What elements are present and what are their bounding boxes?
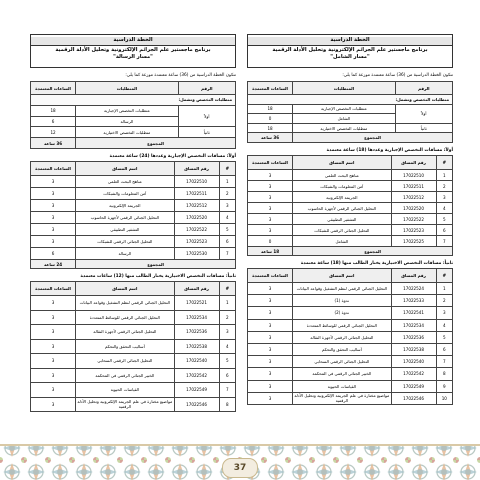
course-hours: 3 <box>248 331 293 343</box>
right-section-2-title: ثانياً: مساقات التخصص الاختيارية يختار الطالب منها (18) ساعة معتمدة <box>300 261 453 266</box>
table-total: 24 ساعة <box>31 260 76 269</box>
course-code: 17022546 <box>174 397 219 412</box>
table-row <box>248 295 453 307</box>
table-total-label: المجموع <box>293 247 453 256</box>
summary-hours: 18 <box>248 104 293 114</box>
header-hours: الساعات المعتمدة <box>31 162 76 176</box>
summary-hours: 6 <box>31 116 76 127</box>
header-requirements: المتطلبات <box>76 82 179 95</box>
course-code: 17022530 <box>174 248 219 260</box>
row-index: 6 <box>436 343 452 355</box>
course-code: 17022524 <box>391 283 436 295</box>
course-code: 17022534 <box>174 310 219 325</box>
summary-hours: 18 <box>31 105 76 116</box>
row-index: 5 <box>219 354 235 369</box>
table-row <box>248 368 453 380</box>
table-total: 18 ساعة <box>248 247 293 256</box>
course-code: 17022538 <box>174 339 219 354</box>
row-index: 8 <box>219 397 235 412</box>
table-total-label: المجموع <box>76 260 236 269</box>
row-index: 3 <box>219 200 235 212</box>
course-name: التحليل الجنائي الرقمي لأجهزة النقالة <box>293 331 391 343</box>
right-compulsory-table <box>247 155 453 256</box>
table-row <box>248 307 453 319</box>
row-index: 2 <box>219 310 235 325</box>
course-hours: 3 <box>248 203 293 214</box>
table-row <box>31 236 236 248</box>
course-hours: 3 <box>248 392 293 404</box>
row-index: 5 <box>436 331 452 343</box>
table-row <box>31 296 236 311</box>
course-hours: 0 <box>248 236 293 247</box>
header-course-name: اسم المساق <box>293 269 391 283</box>
course-name: الخبير الجنائي الرقمي في المحكمة <box>293 368 391 380</box>
course-code: 17022511 <box>391 181 436 192</box>
summary-name: متطلبات التخصص الاختيارية <box>76 127 179 138</box>
course-hours: 3 <box>31 368 76 383</box>
course-code: 17022541 <box>391 307 436 319</box>
table-row <box>31 354 236 369</box>
course-name: التحليل الجنائي الرقمي لأجهزة الحاسوب <box>76 212 174 224</box>
table-row <box>31 200 236 212</box>
table-row <box>248 392 453 404</box>
right-title-heading: الخطة الدراسية <box>248 37 452 46</box>
header-course-code: رقم المساق <box>174 162 219 176</box>
table-row <box>248 225 453 236</box>
left-intro: تتكون الخطة الدراسية من (36) ساعة معتمدة موزعة كما يلي: <box>125 73 236 78</box>
course-code: 17022512 <box>391 192 436 203</box>
course-name: ندوة (1) <box>293 295 391 307</box>
table-row <box>248 343 453 355</box>
header-course-name: اسم المساق <box>76 162 174 176</box>
course-name: التحليل الجنائي الرقمي لنظم التشغيل وقواعد البيانات <box>293 283 391 295</box>
course-hours: 3 <box>248 295 293 307</box>
table-row <box>248 236 453 247</box>
row-index: 3 <box>436 192 452 203</box>
header-hours: الساعات المعتمدة <box>248 82 293 95</box>
table-row <box>31 248 236 260</box>
summary-num: ثانياً <box>178 127 235 138</box>
course-code: 17022523 <box>391 225 436 236</box>
course-hours: 3 <box>248 343 293 355</box>
table-row <box>248 192 453 203</box>
course-hours: 3 <box>31 383 76 398</box>
row-index: 5 <box>436 214 452 225</box>
course-name: التحليل الجنائي الرقمي لأجهزة الحاسوب <box>293 203 391 214</box>
course-code: 17022538 <box>391 343 436 355</box>
row-index: 3 <box>436 307 452 319</box>
row-index: 1 <box>436 170 452 181</box>
header-course-code: رقم المساق <box>391 269 436 283</box>
summary-name: متطلبات التخصص الإجبارية <box>293 104 396 114</box>
course-name: أساليب التحقق والتحكم <box>293 343 391 355</box>
right-plan-column <box>247 34 453 405</box>
course-name: التحليل الجنائي الرقمي للوسائط المتعددة <box>293 319 391 331</box>
row-index: 4 <box>219 339 235 354</box>
course-name: الجريمة الإلكترونية <box>293 192 391 203</box>
course-hours: 3 <box>31 397 76 412</box>
table-row <box>31 397 236 412</box>
course-hours: 3 <box>248 283 293 295</box>
course-code: 17022521 <box>174 296 219 311</box>
right-intro: تتكون الخطة الدراسية من (36) ساعة معتمدة موزعة كما يلي: <box>342 73 453 78</box>
header-course-code: رقم المساق <box>174 282 219 296</box>
course-code: 17022549 <box>174 383 219 398</box>
course-code: 17022520 <box>391 203 436 214</box>
header-course-code: رقم المساق <box>391 156 436 170</box>
row-index: 1 <box>436 283 452 295</box>
course-name: ندوة (2) <box>293 307 391 319</box>
course-hours: 3 <box>248 170 293 181</box>
header-course-name: اسم المساق <box>293 156 391 170</box>
summary-total: 36 ساعة <box>31 138 76 149</box>
summary-num: أولاً <box>178 105 235 127</box>
summary-num: أولاً <box>395 104 452 123</box>
summary-total-label: المجموع <box>76 138 236 149</box>
summary-name: الرسالة <box>76 116 179 127</box>
row-index: 1 <box>219 176 235 188</box>
course-code: 17022536 <box>174 325 219 340</box>
course-hours: 3 <box>248 368 293 380</box>
course-code: 17022540 <box>174 354 219 369</box>
course-hours: 3 <box>248 214 293 225</box>
summary-name: متطلبات التخصص الإجبارية <box>76 105 179 116</box>
row-index: 3 <box>219 325 235 340</box>
course-code: 17022534 <box>391 319 436 331</box>
summary-hours: 0 <box>248 114 293 124</box>
table-row <box>31 176 236 188</box>
row-index: 9 <box>436 380 452 392</box>
row-index: 2 <box>219 188 235 200</box>
course-name: القياسات الحيوية <box>76 383 174 398</box>
row-index: 6 <box>219 368 235 383</box>
course-hours: 3 <box>31 296 76 311</box>
course-name: مناهج البحث العلمي <box>76 176 174 188</box>
course-code: 17022510 <box>391 170 436 181</box>
course-hours: 3 <box>31 236 76 248</box>
summary-num: ثانياً <box>395 123 452 133</box>
course-name: التحليل الجنائي الرقمي للوسائط المتعددة <box>76 310 174 325</box>
course-name: التحليل الجنائي الرقمي لنظم التشغيل وقواعد البيانات <box>76 296 174 311</box>
summary-name: متطلبات التخصص الاختيارية <box>293 123 396 133</box>
right-elective-table <box>247 268 453 405</box>
row-index: 8 <box>436 368 452 380</box>
left-title-heading: الخطة الدراسية <box>31 37 235 46</box>
course-code: 17022522 <box>391 214 436 225</box>
row-index: 6 <box>436 225 452 236</box>
table-row <box>248 380 453 392</box>
table-row <box>248 319 453 331</box>
table-row <box>31 325 236 340</box>
right-summary-table <box>247 81 453 143</box>
course-code: 17022522 <box>174 224 219 236</box>
course-name: أساليب التحقق والتحكم <box>76 339 174 354</box>
course-name: التشفير التطبيقي <box>76 224 174 236</box>
header-index: # <box>219 162 235 176</box>
course-hours: 3 <box>31 339 76 354</box>
course-name: التحليل الجنائي الرقمي السحابي <box>293 356 391 368</box>
course-hours: 3 <box>248 225 293 236</box>
summary-hours: 12 <box>31 127 76 138</box>
left-plan-column <box>30 34 236 412</box>
course-name: التحليل الجنائي الرقمي للشبكات <box>293 225 391 236</box>
left-title-program: برنامج ماجستير علم الجرائم الإلكترونية وتحليل الأدلة الرقمية <box>55 46 211 53</box>
course-hours: 3 <box>31 224 76 236</box>
table-row <box>31 310 236 325</box>
summary-name: الشامل <box>293 114 396 124</box>
course-code: 17022542 <box>391 368 436 380</box>
right-section-1-title: أولاً: مساقات التخصص الإجبارية وعددها (18) ساعة معتمدة <box>326 148 453 153</box>
course-name: القياسات الحيوية <box>293 380 391 392</box>
table-row <box>31 339 236 354</box>
table-row <box>31 188 236 200</box>
row-index: 4 <box>436 203 452 214</box>
course-code: 17022549 <box>391 380 436 392</box>
course-hours: 6 <box>31 248 76 260</box>
course-code: 17022520 <box>174 212 219 224</box>
right-title-track: "مسار الشامل" <box>330 54 370 61</box>
summary-total: 36 ساعة <box>248 133 293 143</box>
course-code: 17022540 <box>391 356 436 368</box>
course-hours: 3 <box>31 188 76 200</box>
summary-subhead: متطلبات التخصص وتشمل: <box>31 95 236 106</box>
course-code: 17022525 <box>391 236 436 247</box>
left-section-1-title: أولاً: مساقات التخصص الإجبارية وعددها (24) ساعة معتمدة <box>109 154 236 159</box>
course-hours: 3 <box>248 192 293 203</box>
row-index: 7 <box>219 248 235 260</box>
course-name: التحليل الجنائي الرقمي لأجهزة النقالة <box>76 325 174 340</box>
course-name: مناهج البحث العلمي <box>293 170 391 181</box>
row-index: 6 <box>219 236 235 248</box>
row-index: 7 <box>436 236 452 247</box>
course-hours: 3 <box>248 356 293 368</box>
course-name: أمن المعلومات والشبكات <box>76 188 174 200</box>
course-hours: 3 <box>31 325 76 340</box>
course-hours: 3 <box>248 307 293 319</box>
course-hours: 3 <box>248 380 293 392</box>
course-name: التحليل الجنائي الرقمي للشبكات <box>76 236 174 248</box>
course-code: 17022536 <box>391 331 436 343</box>
table-row <box>248 203 453 214</box>
table-row <box>248 283 453 295</box>
header-hours: الساعات المعتمدة <box>248 156 293 170</box>
row-index: 7 <box>436 356 452 368</box>
header-hours: الساعات المعتمدة <box>31 282 76 296</box>
row-index: 2 <box>436 181 452 192</box>
course-hours: 3 <box>248 319 293 331</box>
course-name: أمن المعلومات والشبكات <box>293 181 391 192</box>
header-course-name: اسم المساق <box>76 282 174 296</box>
course-hours: 3 <box>31 212 76 224</box>
header-hours: الساعات المعتمدة <box>248 269 293 283</box>
course-code: 17022533 <box>391 295 436 307</box>
left-title-box <box>30 34 236 68</box>
header-index: # <box>436 156 452 170</box>
table-row <box>248 214 453 225</box>
course-code: 17022510 <box>174 176 219 188</box>
row-index: 5 <box>219 224 235 236</box>
table-row <box>248 331 453 343</box>
course-hours: 3 <box>31 354 76 369</box>
right-title-box <box>247 34 453 68</box>
table-row <box>248 170 453 181</box>
course-name: التحليل الجنائي الرقمي السحابي <box>76 354 174 369</box>
left-elective-table <box>30 281 236 412</box>
row-index: 2 <box>436 295 452 307</box>
left-section-2-title: ثانياً: مساقات التخصص الاختيارية يختار الطالب منها (12) ساعات معتمدة <box>80 274 236 279</box>
header-requirements: المتطلبات <box>293 82 396 95</box>
page-number: 37 <box>222 458 258 478</box>
course-hours: 3 <box>31 176 76 188</box>
left-summary-table <box>30 81 236 149</box>
course-name: الشامل <box>293 236 391 247</box>
course-code: 17022511 <box>174 188 219 200</box>
row-index: 7 <box>219 383 235 398</box>
header-index: # <box>219 282 235 296</box>
table-row <box>31 224 236 236</box>
table-row <box>31 368 236 383</box>
table-row <box>31 383 236 398</box>
course-name: الرسالة <box>76 248 174 260</box>
header-num: الرقم <box>395 82 452 95</box>
table-row <box>248 181 453 192</box>
summary-total-label: المجموع <box>293 133 453 143</box>
row-index: 4 <box>219 212 235 224</box>
table-row <box>248 356 453 368</box>
course-code: 17022523 <box>174 236 219 248</box>
course-hours: 3 <box>248 181 293 192</box>
header-num: الرقم <box>178 82 235 95</box>
course-name: الخبير الجنائي الرقمي في المحكمة <box>76 368 174 383</box>
summary-subhead: متطلبات التخصص وتشمل: <box>248 95 453 105</box>
right-title-program: برنامج ماجستير علم الجرائم الإلكترونية وتحليل الأدلة الرقمية <box>272 46 428 53</box>
course-name: مواضيع مختارة في علم الجريمة الإلكترونية وتحليل الأدلة الرقمية <box>294 393 390 404</box>
course-hours: 3 <box>31 200 76 212</box>
course-name: التشفير التطبيقي <box>293 214 391 225</box>
row-index: 1 <box>219 296 235 311</box>
table-row <box>31 212 236 224</box>
course-code: 17022512 <box>174 200 219 212</box>
course-name: مواضيع مختارة في علم الجريمة الإلكترونية وتحليل الأدلة الرقمية <box>76 397 174 412</box>
course-hours: 3 <box>31 310 76 325</box>
row-index: 10 <box>436 392 452 404</box>
left-compulsory-table <box>30 161 236 269</box>
course-code: 17022542 <box>174 368 219 383</box>
course-name: الجريمة الإلكترونية <box>76 200 174 212</box>
header-hours: الساعات المعتمدة <box>31 82 76 95</box>
header-index: # <box>436 269 452 283</box>
row-index: 4 <box>436 319 452 331</box>
summary-hours: 18 <box>248 123 293 133</box>
left-title-track: "مسار الرسالة" <box>113 54 153 61</box>
course-code: 17022546 <box>391 392 436 404</box>
